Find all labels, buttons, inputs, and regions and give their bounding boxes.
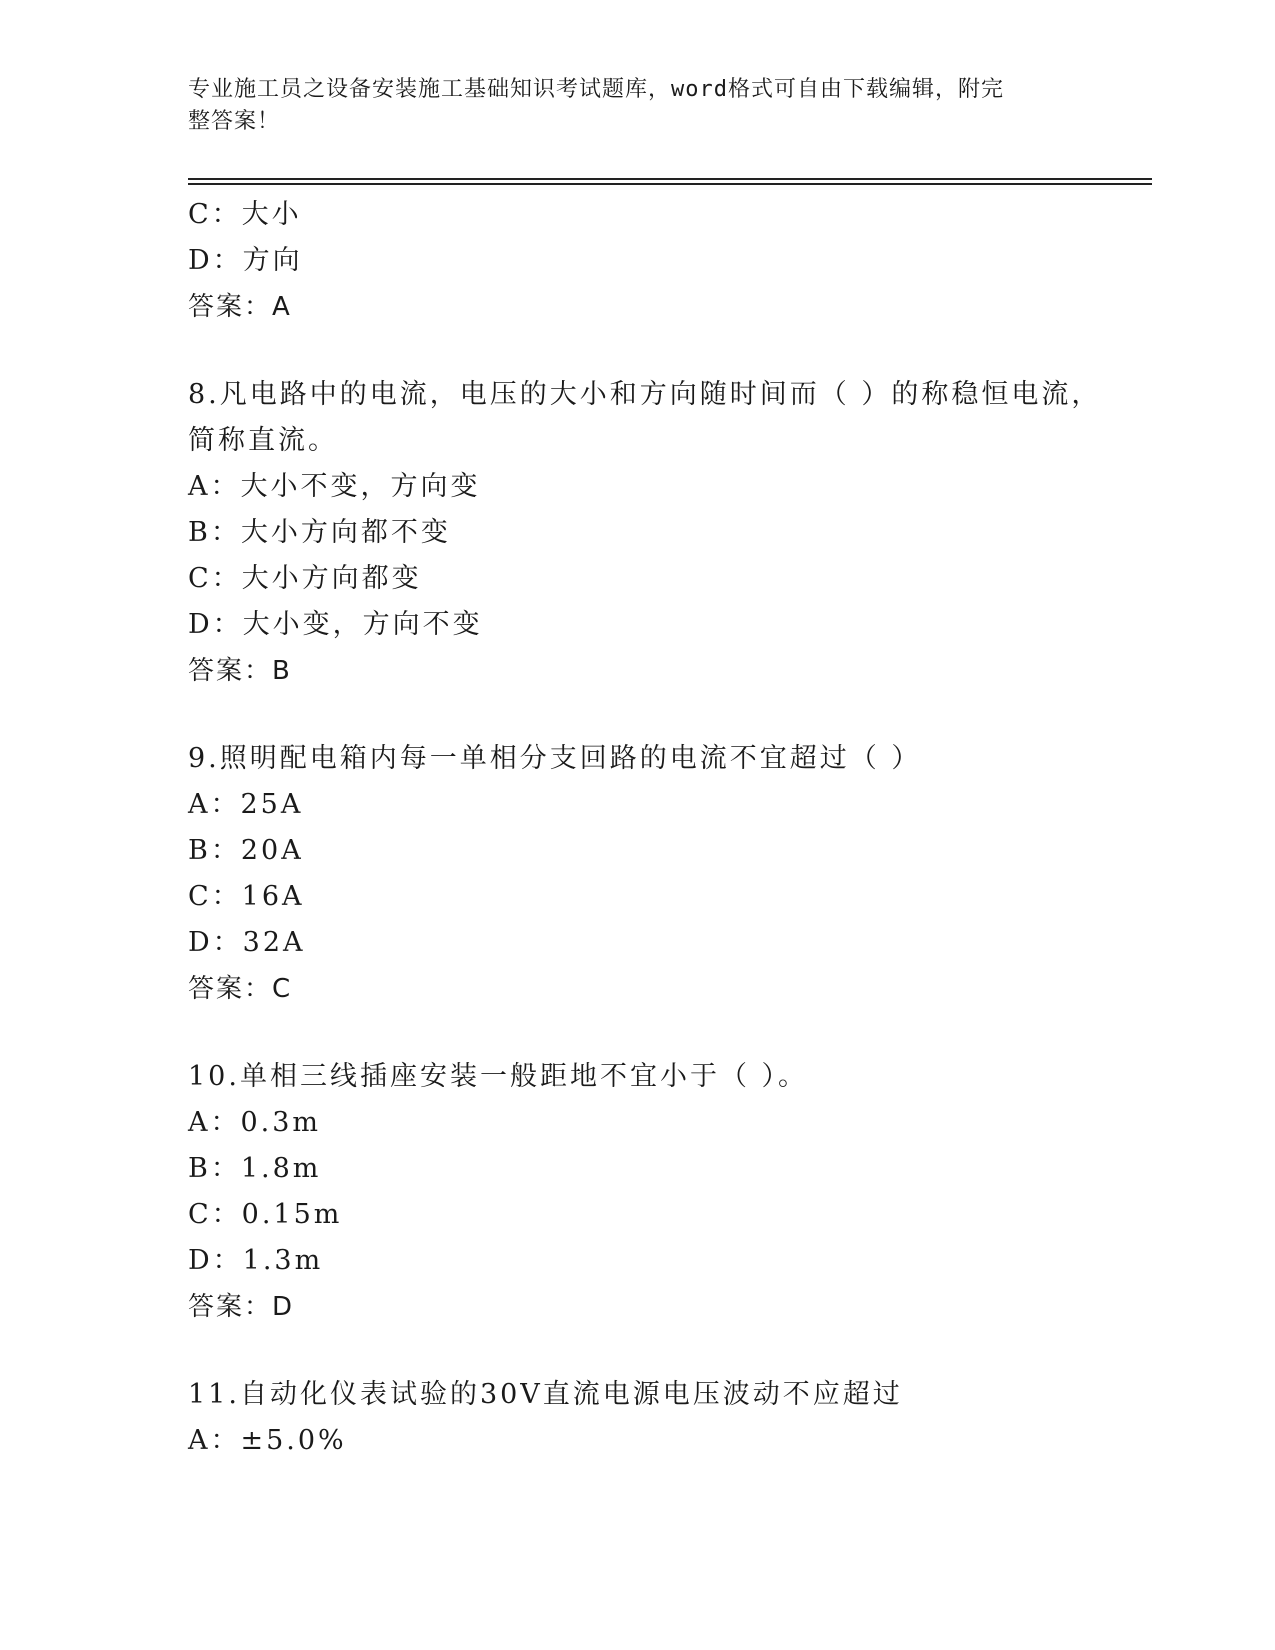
document-header — [188, 74, 1068, 138]
header-line-2: 整答案！ — [188, 109, 281, 134]
question-text: 11.自动化仪表试验的30V直流电源电压波动不应超过 — [188, 1379, 903, 1410]
header-divider-top — [188, 178, 1152, 180]
option-a: A：大小不变，方向变 — [188, 471, 481, 502]
header-divider-bottom — [188, 183, 1152, 185]
question-text: 10.单相三线插座安装一般距地不宜小于（ ）。 — [188, 1061, 809, 1092]
question-text: 9.照明配电箱内每一单相分支回路的电流不宜超过（ ） — [188, 743, 922, 774]
answer: 答案：A — [188, 292, 292, 322]
question-8 — [188, 372, 1102, 694]
option-a: A：25A — [188, 789, 304, 820]
option-a: A：±5.0% — [188, 1425, 347, 1456]
header-line-1: 专业施工员之设备安装施工基础知识考试题库，word格式可自由下载编辑，附完 — [188, 77, 1004, 102]
option-b: B：大小方向都不变 — [188, 517, 451, 548]
option-c: C：16A — [188, 881, 305, 912]
option-d: D：1.3m — [188, 1245, 324, 1276]
option-b: B：1.8m — [188, 1153, 322, 1184]
option-d: D：方向 — [188, 245, 303, 276]
option-c: C：大小 — [188, 199, 302, 230]
option-c: C：大小方向都变 — [188, 563, 422, 594]
question-10 — [188, 1054, 1088, 1330]
answer: 答案：B — [188, 656, 292, 686]
question-text-cont: 简称直流。 — [188, 425, 338, 456]
question-9 — [188, 736, 1088, 1012]
option-b: B：20A — [188, 835, 304, 866]
question-11 — [188, 1372, 1088, 1464]
question-text: 8.凡电路中的电流，电压的大小和方向随时间而（ ）的称稳恒电流， — [188, 379, 1102, 410]
option-c: C：0.15m — [188, 1199, 343, 1230]
option-a: A：0.3m — [188, 1107, 322, 1138]
option-d: D：大小变，方向不变 — [188, 609, 483, 640]
question-list — [188, 192, 1102, 1464]
answer: 答案：D — [188, 1292, 295, 1322]
answer: 答案：C — [188, 974, 293, 1004]
option-d: D：32A — [188, 927, 306, 958]
previous-question — [188, 192, 1088, 330]
